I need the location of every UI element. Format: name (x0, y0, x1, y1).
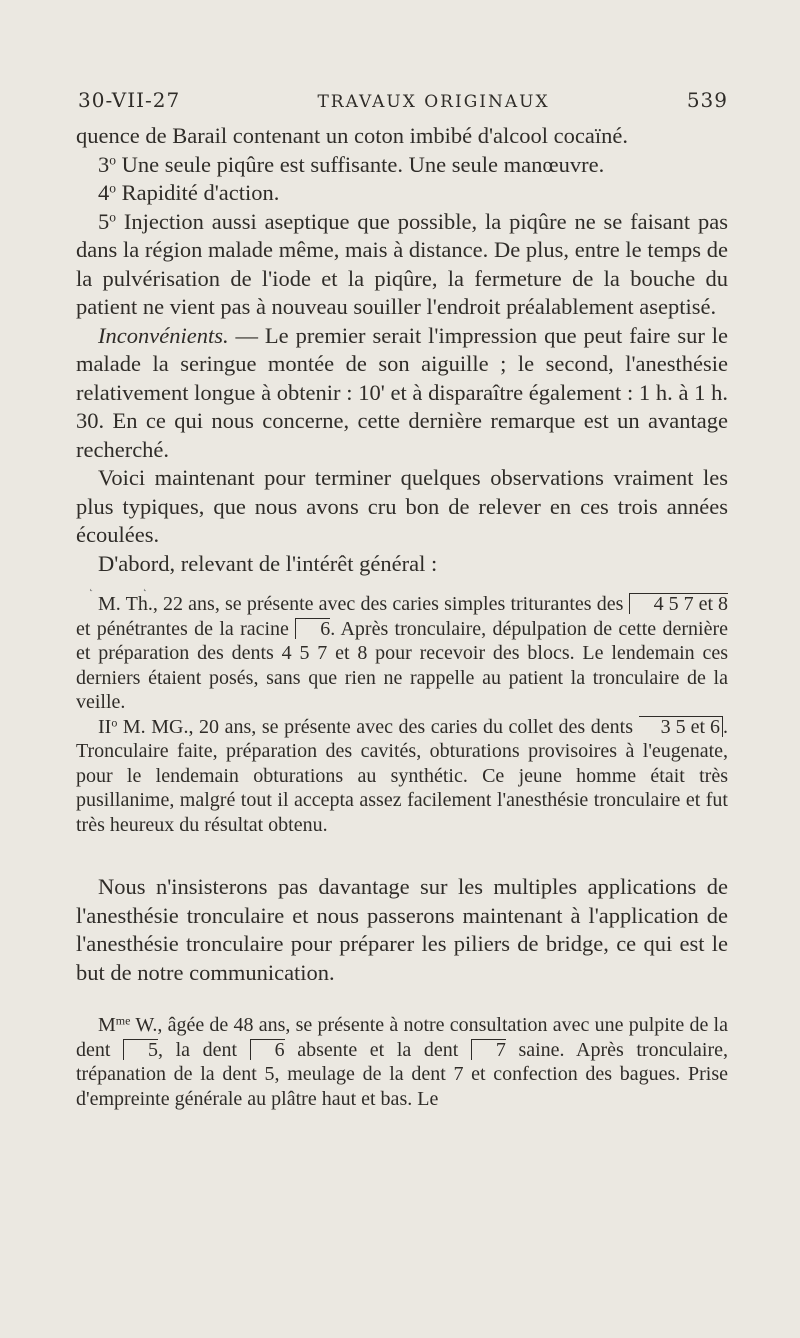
tooth-chart-7: 7 (471, 1039, 506, 1060)
tooth-chart-356: 3 5 et 6 (639, 716, 723, 737)
observation-2: $II^o$ M. MG., 20 ans, se présente avec des caries du collet des dents 3 5 et 6 . Tronculaire faite, préparation des cavités, obturations provisoires à l'eugenate, pour le lendemain obturations au synthétic. Ce jeune homme était très pusillanime, malgré tout il accepta assez facilement l'anesthésie tronculaire et fut très heureux du résultat obtenu. (76, 714, 728, 836)
tooth-chart-6: 6 (295, 618, 330, 639)
header-title: TRAVAUX ORIGINAUX (317, 92, 550, 112)
paragraph-continuation: quence de Barail contenant un coton imbibé d'alcool cocaïné. (76, 123, 628, 148)
list-item-4: 4$^o$ Rapidité d'action. (98, 180, 280, 205)
page-body (76, 122, 728, 1111)
inconvenients-label: Inconvénients. (98, 322, 229, 348)
separator-marks: ˛ ˛ (88, 578, 170, 592)
running-header (78, 88, 728, 112)
list-item-5: 5$^o$ Injection aussi aseptique que possible, la piqûre ne se faisant pas dans la région malade même, mais à distance. De plus, entre le temps de la pulvérisation de l'iode et la piqûre, la fermeture de la bouche du patient ne vient pas à nouveau souiller l'endroit préalablement aseptisé. (76, 208, 728, 319)
observation-3: $M^{me}$ W., âgée de 48 ans, se présente à notre consultation avec une pulpite de la dent 5, la dent 6 absente et la dent 7 saine. Après tronculaire, trépanation de la dent 5, meulage de la dent 7 et confection des bagues. Prise d'empreinte générale au plâtre haut et bas. Le (76, 1013, 728, 1110)
page-number: 539 (686, 88, 728, 112)
list-item-3: 3$^o$ Une seule piqûre est suffisante. Une seule manœuvre. (98, 151, 605, 177)
tooth-chart-5: 5 (123, 1039, 158, 1060)
tooth-chart-6-absent: 6 (250, 1039, 285, 1060)
tooth-chart-4578: 4 5 7 et 8 (629, 593, 728, 614)
header-date: 30-VII-27 (78, 88, 181, 112)
observation-1: M. Th., 22 ans, se présente avec des caries simples triturantes des 4 5 7 et 8 et pénétrantes de la racine 6. Après tronculaire, dépulpation de cette dernière et préparation des dents 4 5 7 et 8 pour recevoir des blocs. Le lendemain ces derniers étaient posés, sans que rien ne rappelle au patient la tronculaire de la veille. (76, 593, 728, 713)
paragraph-inconvenients: Inconvénients. — Le premier serait l'impression que peut faire sur le malade la seringue montée de son aiguille ; le second, l'anesthésie relativement longue à obtenir : 10' et à disparaître également : 1 h. à 1 h. 30. En ce qui nous concerne, cette dernière remarque est un avantage recherché. (76, 322, 728, 462)
paragraph-observations-intro: Voici maintenant pour terminer quelques observations vraiment les plus typiques, que nous avons cru bon de relever en ces trois années écoulées. (76, 465, 728, 547)
paragraph-bridge-intro: Nous n'insisterons pas davantage sur les multiples applications de l'anesthésie tronculaire et nous passerons maintenant à l'application de l'anesthésie tronculaire pour préparer les piliers de bridge, ce qui est le but de notre communication. (76, 874, 728, 985)
paragraph-general-interest: D'abord, relevant de l'intérêt général : (98, 550, 438, 576)
